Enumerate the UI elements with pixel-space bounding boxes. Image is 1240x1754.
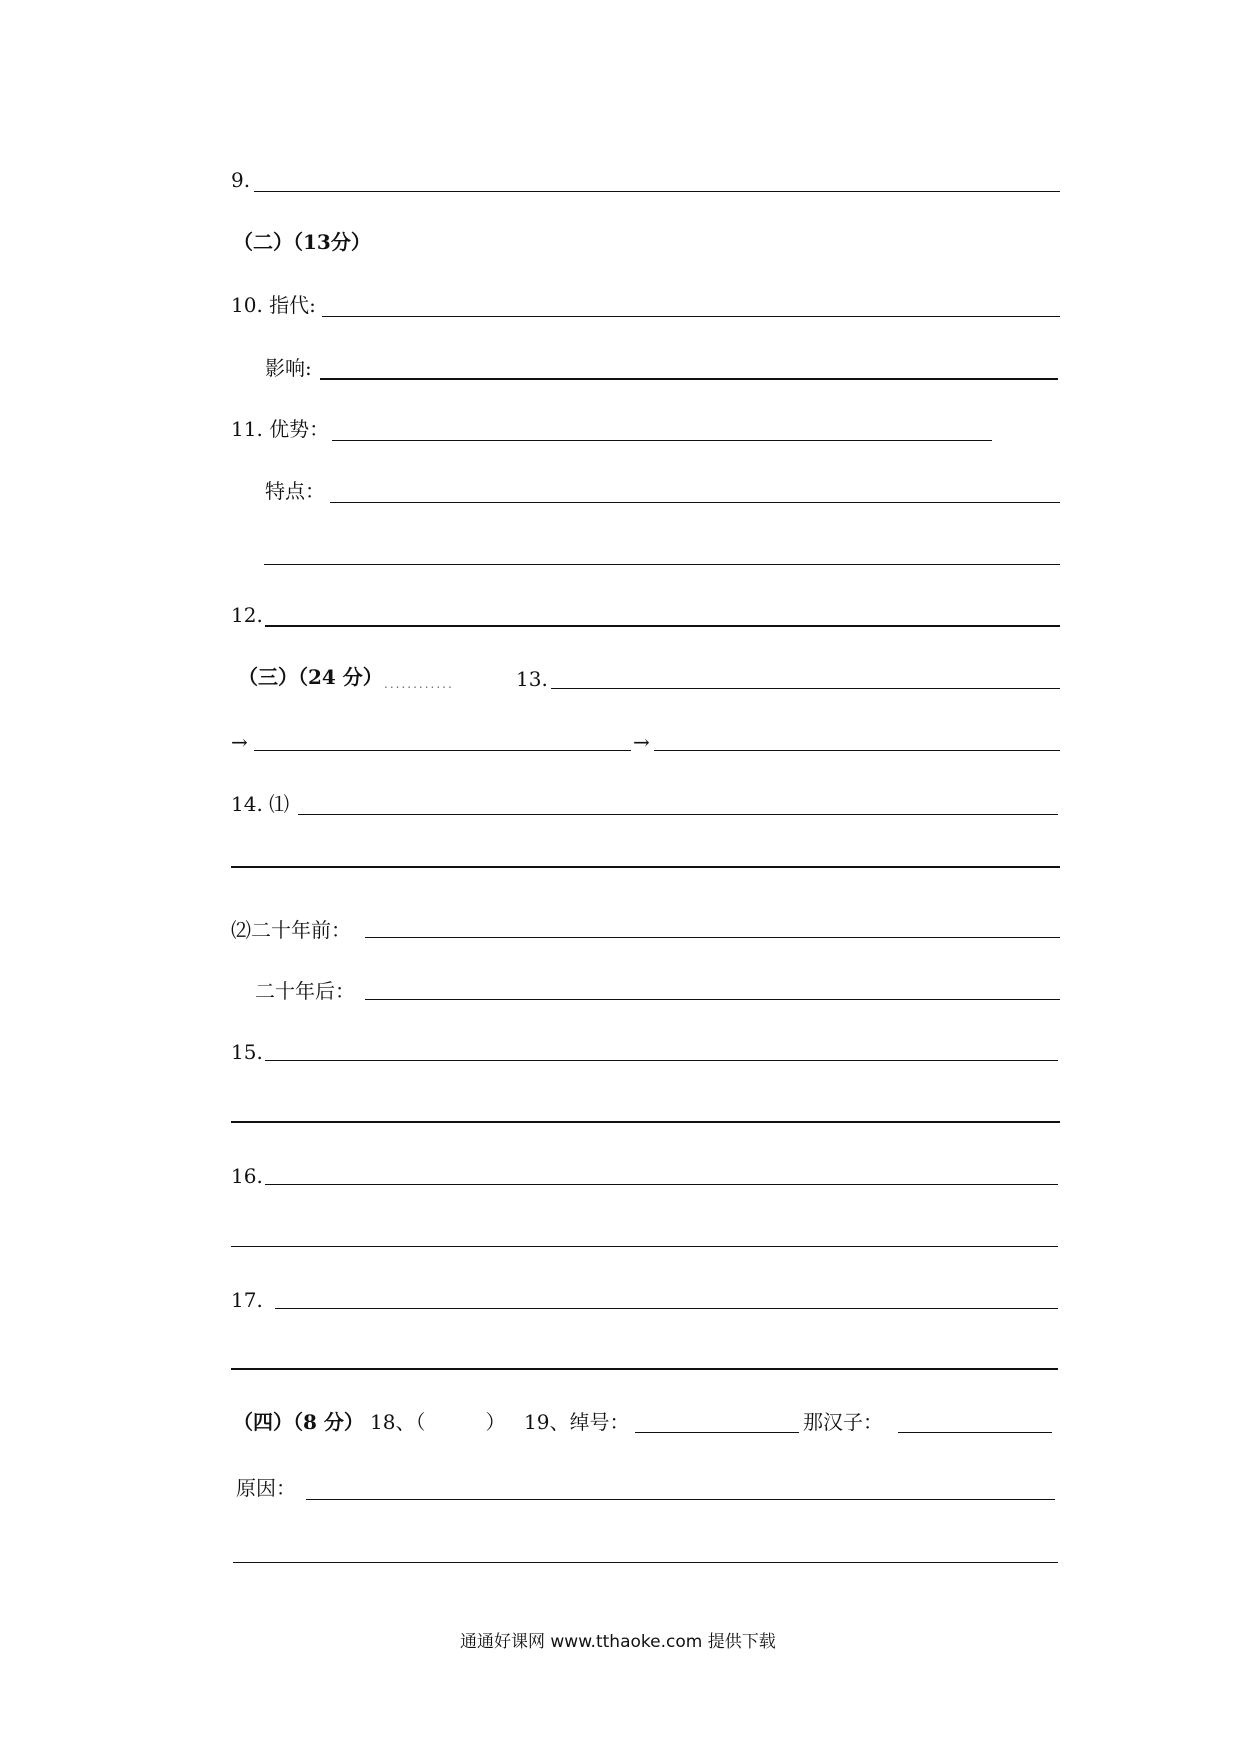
q13-arrow-1: → [231,730,248,754]
q15-answer-line-2[interactable] [231,1121,1060,1123]
q19-nickname-label: 19、绰号： [524,1410,630,1434]
q9-label: 9. [231,168,251,192]
section-3-title: （三）（24 分） [238,665,383,689]
reason-label: 原因： [236,1476,296,1500]
q10-effect-line[interactable] [320,378,1058,380]
q17-answer-line[interactable] [275,1308,1058,1309]
q18-answer[interactable]: 18、（ ） [370,1410,506,1434]
q14-part1-line[interactable] [298,814,1058,815]
q12-label: 12. [231,603,263,627]
that-man-label: 那汉子： [803,1410,883,1434]
section-4-title: （四）（8 分） [233,1410,364,1434]
q10-referent-line[interactable] [322,316,1060,317]
q12-answer-line[interactable] [265,625,1060,627]
q9-answer-line[interactable] [254,191,1060,192]
leader-dots: ............ [384,677,454,691]
q13-arrow-2: → [633,730,650,754]
q15-label: 15. [231,1040,263,1064]
q14-label: 14. ⑴ [231,792,290,816]
q11-feature-line[interactable] [330,502,1060,503]
q14-after-line[interactable] [365,999,1060,1000]
reason-line[interactable] [306,1499,1055,1500]
q16-answer-line-2[interactable] [231,1246,1058,1247]
q14-part2-label: ⑵二十年前： [231,918,351,942]
q10-effect-label: 影响: [265,356,312,380]
q13-label: 13. [516,667,548,691]
q11-label: 11. 优势： [231,417,330,441]
q19-nickname-line[interactable] [635,1432,799,1433]
q14-before-line[interactable] [365,937,1060,938]
q11-feature-line-2[interactable] [264,564,1060,565]
q17-answer-line-2[interactable] [231,1368,1058,1370]
reason-line-2[interactable] [233,1562,1058,1563]
q10-label: 10. 指代: [231,293,316,317]
section-2-title: （二）（13分） [233,230,371,254]
q13-answer-line[interactable] [551,688,1060,689]
q17-label: 17. [231,1288,263,1312]
q14-part1-line-2[interactable] [231,866,1060,868]
q11-advantage-line[interactable] [332,440,992,441]
q14-after-label: 二十年后： [255,979,355,1003]
q11-feature-label: 特点： [265,479,325,503]
footer-text: 通通好课网 www.tthaoke.com 提供下载 [460,1632,776,1652]
q13-flow-line-2[interactable] [654,750,1060,751]
q15-answer-line[interactable] [265,1060,1058,1061]
that-man-line[interactable] [898,1432,1052,1433]
q13-flow-line-1[interactable] [254,750,631,751]
q16-answer-line[interactable] [265,1184,1058,1185]
q16-label: 16. [231,1164,263,1188]
